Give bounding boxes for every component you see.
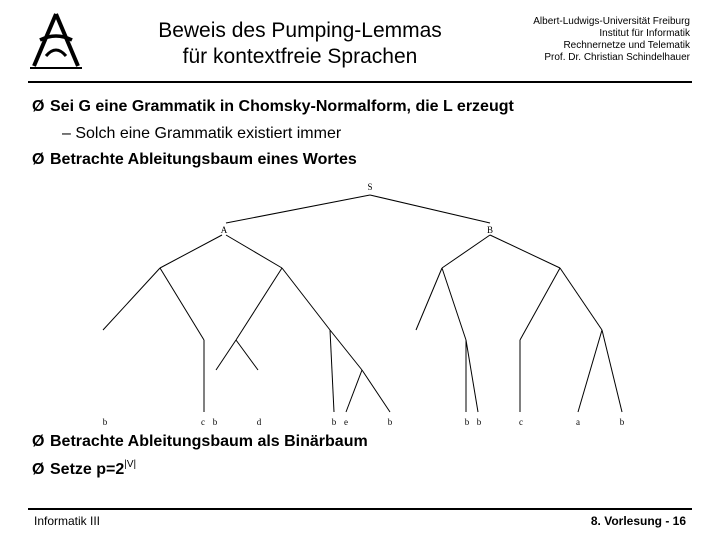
tree-leaf: b bbox=[387, 417, 393, 427]
title-line-1: Beweis des Pumping-Lemmas bbox=[158, 19, 442, 42]
tree-node-b: B bbox=[486, 225, 494, 235]
institution-line: Albert-Ludwigs-Universität Freiburg bbox=[533, 16, 690, 27]
bullet-text: Betrachte Ableitungsbaum eines Wortes bbox=[50, 151, 357, 168]
bullet-text: Betrachte Ableitungsbaum als Binärbaum bbox=[50, 433, 368, 450]
exponent: |V| bbox=[124, 459, 137, 470]
tree-leaves bbox=[103, 417, 625, 427]
institution-line: Prof. Dr. Christian Schindelhauer bbox=[544, 52, 690, 63]
tree-leaf: c bbox=[201, 417, 205, 427]
arrow-bullet-icon: Ø bbox=[32, 461, 45, 478]
bullet-text: Sei G eine Grammatik in Chomsky-Normalform, die L erzeugt bbox=[50, 98, 514, 115]
tree-leaf: e bbox=[344, 417, 348, 427]
tree-leaf: b bbox=[212, 417, 218, 427]
arrow-bullet-icon: Ø bbox=[32, 98, 45, 115]
footer-page-number: 8. Vorlesung - 16 bbox=[590, 514, 686, 528]
footer-course: Informatik III bbox=[34, 514, 101, 528]
tree-leaf: c bbox=[519, 417, 523, 427]
institution-line: Rechnernetze und Telematik bbox=[563, 40, 690, 51]
arrow-bullet-icon: Ø bbox=[32, 433, 45, 450]
sub-bullet-1: – Solch eine Grammatik existiert immer bbox=[62, 125, 342, 142]
tree-leaf: b bbox=[476, 417, 482, 427]
tree-node-a: A bbox=[220, 225, 228, 235]
bullet-text: Setze p=2 bbox=[50, 461, 125, 478]
tree-node-root: S bbox=[367, 182, 373, 192]
tree-leaf: b bbox=[464, 417, 470, 427]
tree-leaf: b bbox=[619, 417, 625, 427]
title-line-2: für kontextfreie Sprachen bbox=[182, 45, 418, 68]
tree-leaf: b bbox=[102, 417, 108, 427]
tree-leaf: d bbox=[256, 417, 262, 427]
tree-edges bbox=[103, 195, 622, 412]
tree-leaf: a bbox=[576, 417, 580, 427]
arrow-bullet-icon: Ø bbox=[32, 151, 45, 168]
footer-divider bbox=[28, 508, 692, 510]
tree-leaf: b bbox=[331, 417, 337, 427]
institution-line: Institut für Informatik bbox=[599, 28, 690, 39]
